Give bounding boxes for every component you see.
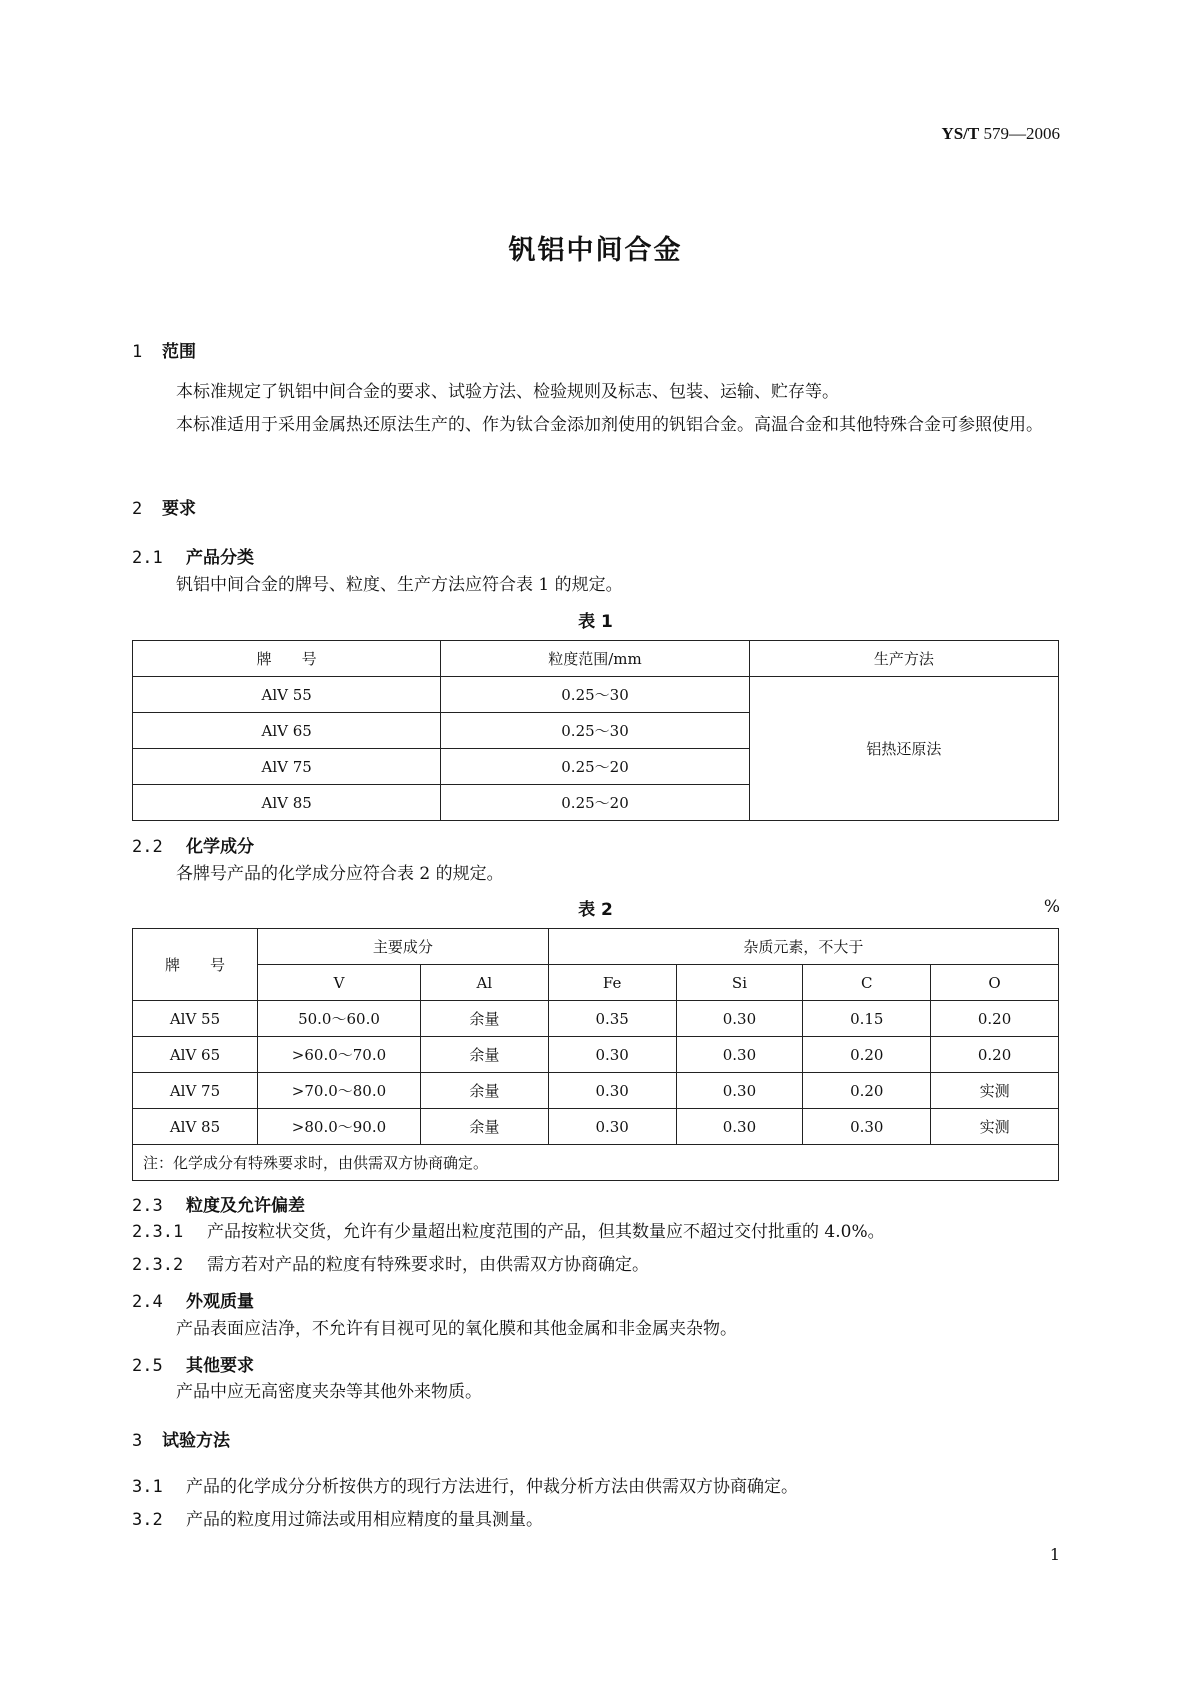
table-2-header-impurity: 杂质元素，不大于 bbox=[548, 929, 1058, 965]
clause-text: 产品按粒状交货，允许有少量超出粒度范围的产品，但其数量应不超过交付批重的 4.0%。 bbox=[207, 1222, 885, 1242]
table-cell-fe: 0.35 bbox=[548, 1001, 676, 1037]
section-2-2-heading bbox=[132, 832, 254, 857]
table-2-header-si: Si bbox=[676, 965, 803, 1001]
table-2-header-al: Al bbox=[420, 965, 548, 1001]
section-title: 范围 bbox=[162, 342, 196, 362]
table-cell-o: 0.20 bbox=[931, 1037, 1059, 1073]
table-2-header-c: C bbox=[803, 965, 931, 1001]
section-title: 产品分类 bbox=[186, 548, 254, 568]
table-1-header-size: 粒度范围/mm bbox=[441, 641, 749, 677]
table-cell-size: 0.25～30 bbox=[441, 677, 749, 713]
table-cell-v: >80.0～90.0 bbox=[258, 1109, 421, 1145]
table-cell-o: 实测 bbox=[931, 1109, 1059, 1145]
table-2-note: 注：化学成分有特殊要求时，由供需双方协商确定。 bbox=[133, 1145, 1059, 1181]
clause-text: 产品的化学成分分析按供方的现行方法进行，仲裁分析方法由供需双方协商确定。 bbox=[186, 1477, 798, 1497]
section-2-heading bbox=[132, 494, 196, 519]
section-title: 外观质量 bbox=[186, 1292, 254, 1312]
section-title: 化学成分 bbox=[186, 837, 254, 857]
table-1-header-row bbox=[133, 641, 1059, 677]
table-cell-grade: AlV 65 bbox=[133, 713, 441, 749]
section-number: 3 bbox=[132, 1431, 143, 1451]
section-title: 要求 bbox=[162, 499, 196, 519]
table-cell-si: 0.30 bbox=[676, 1109, 803, 1145]
table-cell-c: 0.20 bbox=[803, 1037, 931, 1073]
table-cell-size: 0.25～20 bbox=[441, 785, 749, 821]
table-cell-fe: 0.30 bbox=[548, 1037, 676, 1073]
table-cell-size: 0.25～20 bbox=[441, 749, 749, 785]
section-2-4-paragraph: 产品表面应洁净，不允许有目视可见的氧化膜和其他金属和非金属夹杂物。 bbox=[176, 1319, 737, 1339]
section-1-heading bbox=[132, 337, 196, 362]
table-cell-size: 0.25～30 bbox=[441, 713, 749, 749]
table-cell-v: >60.0～70.0 bbox=[258, 1037, 421, 1073]
table-2-unit: % bbox=[1043, 897, 1060, 917]
section-title: 粒度及允许偏差 bbox=[186, 1196, 305, 1216]
section-2-4-heading bbox=[132, 1287, 254, 1312]
table-1-caption: 表 1 bbox=[578, 612, 613, 632]
table-cell-grade: AlV 75 bbox=[133, 749, 441, 785]
section-number: 2.4 bbox=[132, 1292, 163, 1312]
table-cell-al: 余量 bbox=[420, 1109, 548, 1145]
table-cell-grade: AlV 55 bbox=[133, 677, 441, 713]
table-cell-fe: 0.30 bbox=[548, 1109, 676, 1145]
table-2-header-o: O bbox=[931, 965, 1059, 1001]
table-2-caption: 表 2 bbox=[578, 900, 613, 920]
table-cell-grade: AlV 55 bbox=[133, 1001, 258, 1037]
table-row bbox=[133, 1073, 1059, 1109]
table-cell-si: 0.30 bbox=[676, 1037, 803, 1073]
section-number: 2 bbox=[132, 499, 143, 519]
section-1-paragraph-1: 本标准规定了钒铝中间合金的要求、试验方法、检验规则及标志、包装、运输、贮存等。 bbox=[176, 382, 839, 402]
table-2-header-row-1 bbox=[133, 929, 1059, 965]
clause-text: 产品的粒度用过筛法或用相应精度的量具测量。 bbox=[186, 1510, 543, 1530]
table-cell-fe: 0.30 bbox=[548, 1073, 676, 1109]
clause-number: 2.3.1 bbox=[132, 1222, 184, 1242]
section-2-5-paragraph: 产品中应无高密度夹杂等其他外来物质。 bbox=[176, 1382, 482, 1402]
table-2-header-fe: Fe bbox=[548, 965, 676, 1001]
section-2-1-paragraph: 钒铝中间合金的牌号、粒度、生产方法应符合表 1 的规定。 bbox=[176, 575, 623, 595]
table-cell-grade: AlV 85 bbox=[133, 785, 441, 821]
section-number: 2.5 bbox=[132, 1356, 163, 1376]
section-2-2-paragraph: 各牌号产品的化学成分应符合表 2 的规定。 bbox=[176, 864, 504, 884]
table-cell-c: 0.15 bbox=[803, 1001, 931, 1037]
table-row bbox=[133, 1001, 1059, 1037]
section-number: 1 bbox=[132, 342, 143, 362]
section-2-1-heading bbox=[132, 543, 254, 568]
section-2-5-heading bbox=[132, 1351, 254, 1376]
clause-number: 3.1 bbox=[132, 1477, 163, 1497]
document-title: 钒铝中间合金 bbox=[508, 235, 683, 266]
clause-text: 需方若对产品的粒度有特殊要求时，由供需双方协商确定。 bbox=[207, 1255, 649, 1275]
table-2-header-row-2 bbox=[133, 965, 1059, 1001]
standard-code bbox=[941, 124, 1060, 144]
section-number: 2.1 bbox=[132, 548, 163, 568]
table-cell-grade: AlV 85 bbox=[133, 1109, 258, 1145]
table-2-header-grade: 牌 号 bbox=[133, 929, 258, 1001]
table-row bbox=[133, 1109, 1059, 1145]
table-1-header-method: 生产方法 bbox=[749, 641, 1058, 677]
section-1-paragraph-2: 本标准适用于采用金属热还原法生产的、作为钛合金添加剂使用的钒铝合金。高温合金和其他特殊合金可参照使用。 bbox=[176, 415, 1043, 435]
table-2-note-row bbox=[133, 1145, 1059, 1181]
table-cell-si: 0.30 bbox=[676, 1001, 803, 1037]
page-number: 1 bbox=[1049, 1545, 1060, 1564]
section-number: 2.3 bbox=[132, 1196, 163, 1216]
section-title: 其他要求 bbox=[186, 1356, 254, 1376]
section-number: 2.2 bbox=[132, 837, 163, 857]
table-1 bbox=[132, 640, 1059, 821]
table-2-header-v: V bbox=[258, 965, 421, 1001]
table-cell-method: 铝热还原法 bbox=[749, 677, 1058, 821]
table-cell-al: 余量 bbox=[420, 1001, 548, 1037]
clause-number: 3.2 bbox=[132, 1510, 163, 1530]
table-1-header-grade: 牌 号 bbox=[133, 641, 441, 677]
standard-prefix: YS/T bbox=[941, 124, 980, 143]
section-title: 试验方法 bbox=[162, 1431, 230, 1451]
table-cell-o: 0.20 bbox=[931, 1001, 1059, 1037]
clause-2-3-2 bbox=[132, 1250, 1059, 1280]
table-cell-v: >70.0～80.0 bbox=[258, 1073, 421, 1109]
table-2-header-main: 主要成分 bbox=[258, 929, 549, 965]
table-cell-c: 0.30 bbox=[803, 1109, 931, 1145]
table-cell-al: 余量 bbox=[420, 1037, 548, 1073]
table-row bbox=[133, 677, 1059, 713]
table-2 bbox=[132, 928, 1059, 1181]
table-row bbox=[133, 1037, 1059, 1073]
table-cell-al: 余量 bbox=[420, 1073, 548, 1109]
table-cell-si: 0.30 bbox=[676, 1073, 803, 1109]
clause-number: 2.3.2 bbox=[132, 1255, 184, 1275]
clause-2-3-1 bbox=[132, 1217, 1059, 1247]
section-3-heading bbox=[132, 1426, 230, 1451]
section-2-3-heading bbox=[132, 1191, 305, 1216]
table-cell-c: 0.20 bbox=[803, 1073, 931, 1109]
clause-3-2 bbox=[132, 1505, 1059, 1535]
table-cell-o: 实测 bbox=[931, 1073, 1059, 1109]
table-cell-grade: AlV 75 bbox=[133, 1073, 258, 1109]
table-cell-grade: AlV 65 bbox=[133, 1037, 258, 1073]
table-cell-v: 50.0～60.0 bbox=[258, 1001, 421, 1037]
clause-3-1 bbox=[132, 1472, 1059, 1502]
standard-number: 579—2006 bbox=[983, 124, 1060, 143]
